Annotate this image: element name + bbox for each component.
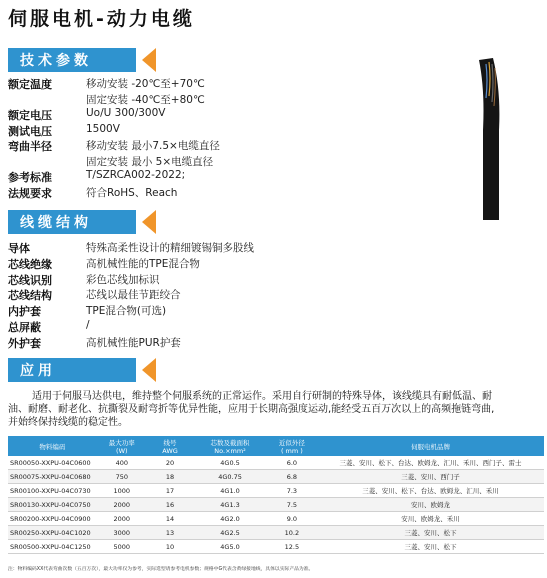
tech-param-row <box>8 185 177 201</box>
section-banner-app <box>8 358 156 382</box>
structure-key: 芯线结构 <box>8 289 52 303</box>
table-cell: 18 <box>147 470 193 484</box>
structure-value: 特殊高柔性设计的精细镀锡铜多股线 <box>86 242 254 254</box>
table-cell: 4G0.75 <box>193 470 267 484</box>
tech-param-key: 弯曲半径 <box>8 140 52 153</box>
page-title: 伺服电机-动力电缆 <box>8 8 195 30</box>
table-cell: 400 <box>97 456 147 470</box>
tech-param-value: 固定安装 -40℃至+80℃ <box>86 93 205 106</box>
footnote: 注：物料编码XX代表弯曲次数（五百万次），最大功率仅为参考，实际选型请参考电机参数；规格中G代表含黄绿接地线，具体以实际产品为准。 <box>8 567 314 572</box>
table-cell: 三菱、安川、松下、台达、欧姆龙、汇川、禾川、西门子、雷士 <box>317 456 544 470</box>
tech-param-key <box>8 92 86 107</box>
tech-param-key: 测试电压 <box>8 124 52 138</box>
structure-value: 彩色芯线加标识 <box>86 273 160 286</box>
structure-value: 高机械性能的TPE混合物 <box>86 257 200 270</box>
table-cell: 6.0 <box>267 456 317 470</box>
table-header-cell: 伺服电机品牌 <box>317 436 544 456</box>
table-cell: 三菱、安川、松下 <box>317 526 544 540</box>
tech-param-value: 固定安装 最小 5×电缆直径 <box>86 155 214 168</box>
tech-param-key: 额定温度 <box>8 78 52 91</box>
table-row <box>8 512 544 526</box>
table-header-cell: 物料编码 <box>8 436 97 456</box>
table-cell: 9.0 <box>267 512 317 526</box>
table-header-cell: 芯数及截面积 No.×mm² <box>193 436 267 456</box>
section-title-app: 应用 <box>8 358 136 382</box>
table-cell: 16 <box>147 498 193 512</box>
table-cell: 4G2.5 <box>193 526 267 540</box>
tech-param-value: Uo/U 300/300V <box>86 107 166 119</box>
structure-row <box>8 303 166 319</box>
table-cell: 2000 <box>97 498 147 512</box>
structure-row <box>8 256 200 272</box>
structure-key: 导体 <box>8 242 30 255</box>
structure-row <box>8 287 181 303</box>
table-row <box>8 498 544 512</box>
table-header-cell: 最大功率 (W) <box>97 436 147 456</box>
table-cell: 1000 <box>97 484 147 498</box>
cable-image <box>473 50 505 220</box>
table-cell: 4G2.0 <box>193 512 267 526</box>
tech-param-row <box>8 138 220 154</box>
table-cell: 4G5.0 <box>193 540 267 554</box>
table-header-row <box>8 436 544 456</box>
table-cell: 17 <box>147 484 193 498</box>
structure-value: 芯线以最佳节距绞合 <box>86 289 181 302</box>
tech-param-key <box>8 154 86 169</box>
table-row <box>8 456 544 470</box>
arrow-icon <box>142 210 156 234</box>
table-row <box>8 470 544 484</box>
table-cell: 安川、欧姆龙、禾川 <box>317 512 544 526</box>
table-cell: SR00500-XXPU-04C1250 <box>8 540 97 554</box>
table-cell: 7.5 <box>267 498 317 512</box>
tech-param-value: 1500V <box>86 122 120 135</box>
table-cell: 13 <box>147 526 193 540</box>
table-cell: 6.8 <box>267 470 317 484</box>
structure-row <box>8 240 254 256</box>
tech-param-row <box>8 107 165 123</box>
structure-key: 总屏蔽 <box>8 321 41 334</box>
structure-value: / <box>86 319 90 331</box>
table-body <box>8 456 544 554</box>
structure-row <box>8 335 181 351</box>
spec-table <box>8 436 544 554</box>
table-header-cell: 线号 AWG <box>147 436 193 456</box>
table-row <box>8 540 544 554</box>
table-cell: 三菱、安川、松下、台达、欧姆龙、汇川、禾川 <box>317 484 544 498</box>
table-cell: SR00250-XXPU-04C1020 <box>8 526 97 540</box>
tech-param-key: 参考标准 <box>8 171 52 184</box>
table-cell: SR00050-XXPU-04C0600 <box>8 456 97 470</box>
table-cell: 12.5 <box>267 540 317 554</box>
tech-param-row <box>8 154 213 169</box>
table-cell: 三菱、安川、松下 <box>317 540 544 554</box>
table-cell: 2000 <box>97 512 147 526</box>
table-cell: 5000 <box>97 540 147 554</box>
tech-param-row <box>8 92 205 107</box>
structure-key: 外护套 <box>8 336 41 350</box>
tech-param-row <box>8 169 185 185</box>
application-text: 适用于伺服马达供电，维持整个伺服系统的正常运作。采用自行研制的特殊导体，该线缆具有耐低温、耐油、耐磨、耐老化、抗撕裂及耐弯折等优异性能，应用于长期高强度运动,能经受五百万次以上的高频拖链弯曲,并始终保持线缆的稳定性。 <box>8 391 495 428</box>
tech-param-value: 移动安装 -20℃至+70℃ <box>86 78 205 90</box>
table-header-cell: 近似外径 ( mm ) <box>267 436 317 456</box>
tech-param-key: 法规要求 <box>8 186 52 200</box>
arrow-icon <box>142 48 156 72</box>
table-cell: SR00200-XXPU-04C0900 <box>8 512 97 526</box>
table-cell: 14 <box>147 512 193 526</box>
tech-param-value: 移动安装 最小7.5×电缆直径 <box>86 140 220 152</box>
table-cell: 10.2 <box>267 526 317 540</box>
structure-value: TPE混合物(可选) <box>86 305 167 318</box>
structure-key: 内护套 <box>8 305 41 319</box>
section-banner-tech <box>8 48 156 72</box>
table-cell: 三菱、安川、西门子 <box>317 470 544 484</box>
table-cell: 4G1.0 <box>193 484 267 498</box>
tech-param-value: T/SZRCA002-2022; <box>86 169 186 181</box>
structure-row <box>8 319 90 335</box>
tech-param-value: 符合RoHS、Reach <box>86 186 178 199</box>
section-title-structure: 线缆结构 <box>8 210 136 234</box>
table-cell: 4G1.3 <box>193 498 267 512</box>
structure-key: 芯线识别 <box>8 273 52 287</box>
table-cell: SR00100-XXPU-04C0730 <box>8 484 97 498</box>
table-cell: 安川、欧姆龙 <box>317 498 544 512</box>
structure-key: 芯线绝缘 <box>8 257 52 271</box>
tech-param-row <box>8 123 120 139</box>
table-cell: 750 <box>97 470 147 484</box>
structure-row <box>8 272 160 288</box>
table-cell: 10 <box>147 540 193 554</box>
table-cell: 3000 <box>97 526 147 540</box>
tech-param-row <box>8 76 205 92</box>
table-cell: SR00130-XXPU-04C0750 <box>8 498 97 512</box>
table-row <box>8 484 544 498</box>
structure-value: 高机械性能PUR护套 <box>86 336 181 349</box>
table-cell: 20 <box>147 456 193 470</box>
section-title-tech: 技术参数 <box>8 48 136 72</box>
table-cell: 4G0.5 <box>193 456 267 470</box>
table-row <box>8 526 544 540</box>
tech-param-key: 额定电压 <box>8 109 52 122</box>
arrow-icon <box>142 358 156 382</box>
table-cell: 7.3 <box>267 484 317 498</box>
table-cell: SR00075-XXPU-04C0680 <box>8 470 97 484</box>
section-banner-structure <box>8 210 156 234</box>
